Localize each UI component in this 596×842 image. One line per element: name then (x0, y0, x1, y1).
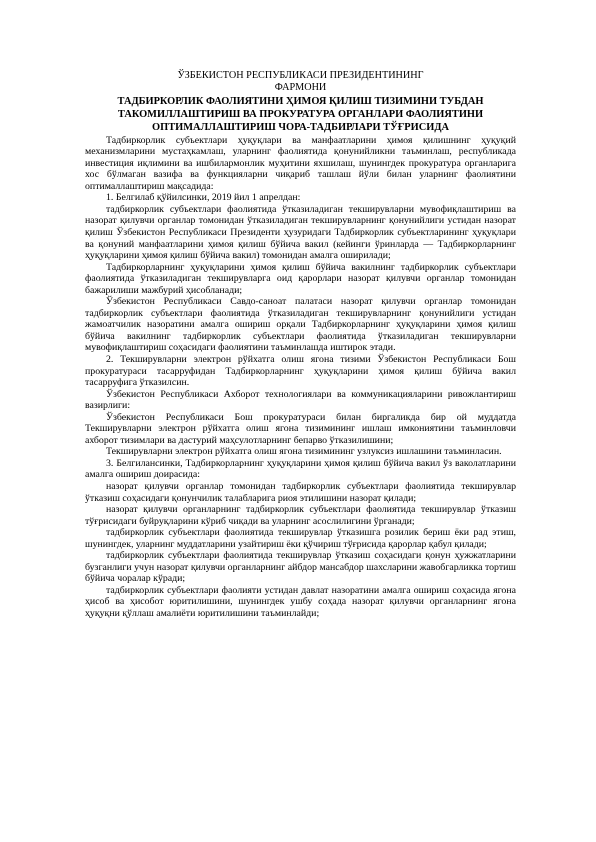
paragraph: Тадбиркорлик субъектлари ҳуқуқлари ва манфаатларини ҳимоя қилишнинг ҳуқуқий механизмларини мустаҳкамлаш, уларнинг фаолиятида қонунийликни таъминлаш, республикада инвестиция иқлимини ва ишбилармонлик муҳитини яхшилаш, шунингдек прокуратура органларига хос бўлмаган вазифа ва функцияларни чиқариб ташлаш йўли билан уларнинг фаолиятини оптималлаштириш мақсадида: (85, 134, 516, 192)
paragraph: Ўзбекистон Республикаси Савдо-саноат палатаси назорат қилувчи органлар томонидан тадбиркорлик субъектлари фаолиятида ўтказиладиган текширувларнинг қонунийлиги устидан жамоатчилик назоратини амалга ошириш орқали Тадбиркорларнинг ҳуқуқларини ҳимоя қилиш бўйича вакилнинг тадбиркорлик субъектлари фаолиятида ўтказиладиган текширувларни мувофиқлаштириш соҳасидаги фаолиятини таъминлашда иштирок этади. (85, 296, 516, 354)
paragraph: 3. Белгилансинки, Тадбиркорларнинг ҳуқуқларини ҳимоя қилиш бўйича вакил ўз ваколатларини амалга ошириш доирасида: (85, 457, 516, 481)
paragraph: тадбиркорлик субъектлари фаолиятида текширувлар ўтказишга розилик бериш ёки рад этиш, шунингдек, уларнинг муддатларини узайтириш ёки қўчириш тўғрисида қарорлар қабул қилади; (85, 527, 516, 550)
title-line-2: ТАКОМИЛЛАШТИРИШ ВА ПРОКУРАТУРА ОРГАНЛАРИ ФАОЛИЯТИНИ (117, 108, 484, 120)
paragraph: 1. Белгилаб қўйилсинки, 2019 йил 1 апрелдан: (106, 192, 301, 204)
paragraph: Ўзбекистон Республикаси Ахборот технологиялари ва коммуникацияларини ривожлантириш вазирлиги: (85, 388, 516, 412)
paragraph: назорат қилувчи органларнинг тадбиркорлик субъектлари фаолиятида текширувлар ўтказиш тўғрисидаги буйруқларини кўриб чиқади ва уларнинг асослилигини ўрганади; (85, 504, 516, 527)
document-body (85, 135, 516, 620)
paragraph: тадбиркорлик субъектлари фаолиятида ўтказиладиган текширувларни мувофиқлаштириш ва назорат қилувчи органлар томонидан ўтказиладиган текширувларнинг қонунийлиги устидан назорат қилиш Ўзбекистон Республикаси Президенти ҳузуридаги Тадбиркорлик субъектларининг ҳуқуқлари ва қонуний манфаатларини ҳимоя қилиш бўйича вакил (кейинги ўринларда — Тадбиркорларнинг ҳуқуқларини ҳимоя қилиш бўйича вакил) томонидан амалга оширилади; (85, 203, 516, 262)
paragraph: тадбиркорлик субъектлари фаолияти устидан давлат назоратини амалга ошириш соҳасида ягона ҳисоб ва ҳисобот юритилишини, шунингдек ушбу соҳада назорат қилувчи органларнинг ягона ҳуқуқни қўллаш амалиёти юритилишини таъминлайди; (85, 584, 516, 619)
header-line-2: ФАРМОНИ (274, 81, 327, 93)
paragraph: тадбиркорлик субъектлари фаолиятида текширувлар ўтказиш соҳасидаги қонун ҳужжатларини бузганлиги учун назорат қилувчи органларнинг айбдор мансабдор шахсларини жавобгарликка тортиш бўйича чоралар кўради; (85, 550, 516, 585)
paragraph: назорат қилувчи органлар томонидан тадбиркорлик субъектлари фаолиятида текширувлар ўтказиш соҳасидаги қонунчилик талабларига риоя этилишини назорат қилади; (85, 480, 516, 504)
paragraph: Текширувларни электрон рўйхатга олиш ягона тизимининг узлуксиз ишлашини таъминласин. (106, 446, 502, 458)
paragraph: Ўзбекистон Республикаси Бош прокуратураси билан биргаликда бир ой муддатда Текширувларни электрон рўйхатга олиш ягона тизимининг ишлаш имкониятини таъминловчи ахборот тизимлари ва дастурий маҳсулотларнинг бепарво ўтказилишини; (85, 411, 516, 446)
title-line-1: ТАДБИРКОРЛИК ФАОЛИЯТИНИ ҲИМОЯ ҚИЛИШ ТИЗИМИНИ ТУБДАН (117, 96, 484, 108)
paragraph: 2. Текширувларни электрон рўйхатга олиш ягона тизими Ўзбекистон Республикаси Бош прокуратураси тасарруфидан Тадбиркорларнинг ҳуқуқларини ҳимоя қилиш бўйича вакил тасарруфига ўтказилсин. (85, 353, 516, 389)
document-title (85, 96, 516, 133)
title-line-3: ОПТИМАЛЛАШТИРИШ ЧОРА-ТАДБИРЛАРИ ТЎҒРИСИДА (152, 121, 449, 133)
paragraph: Тадбиркорларнинг ҳуқуқларини ҳимоя қилиш бўйича вакилнинг тадбиркорлик субъектлари фаолиятида ўтказиладиган текширувларга оид қарорлари назорат қилувчи органлар томонидан бажарилиши мажбурий ҳисобланади; (85, 261, 516, 296)
header-line-1: ЎЗБЕКИСТОН РЕСПУБЛИКАСИ ПРЕЗИДЕНТИНИНГ (177, 70, 424, 81)
